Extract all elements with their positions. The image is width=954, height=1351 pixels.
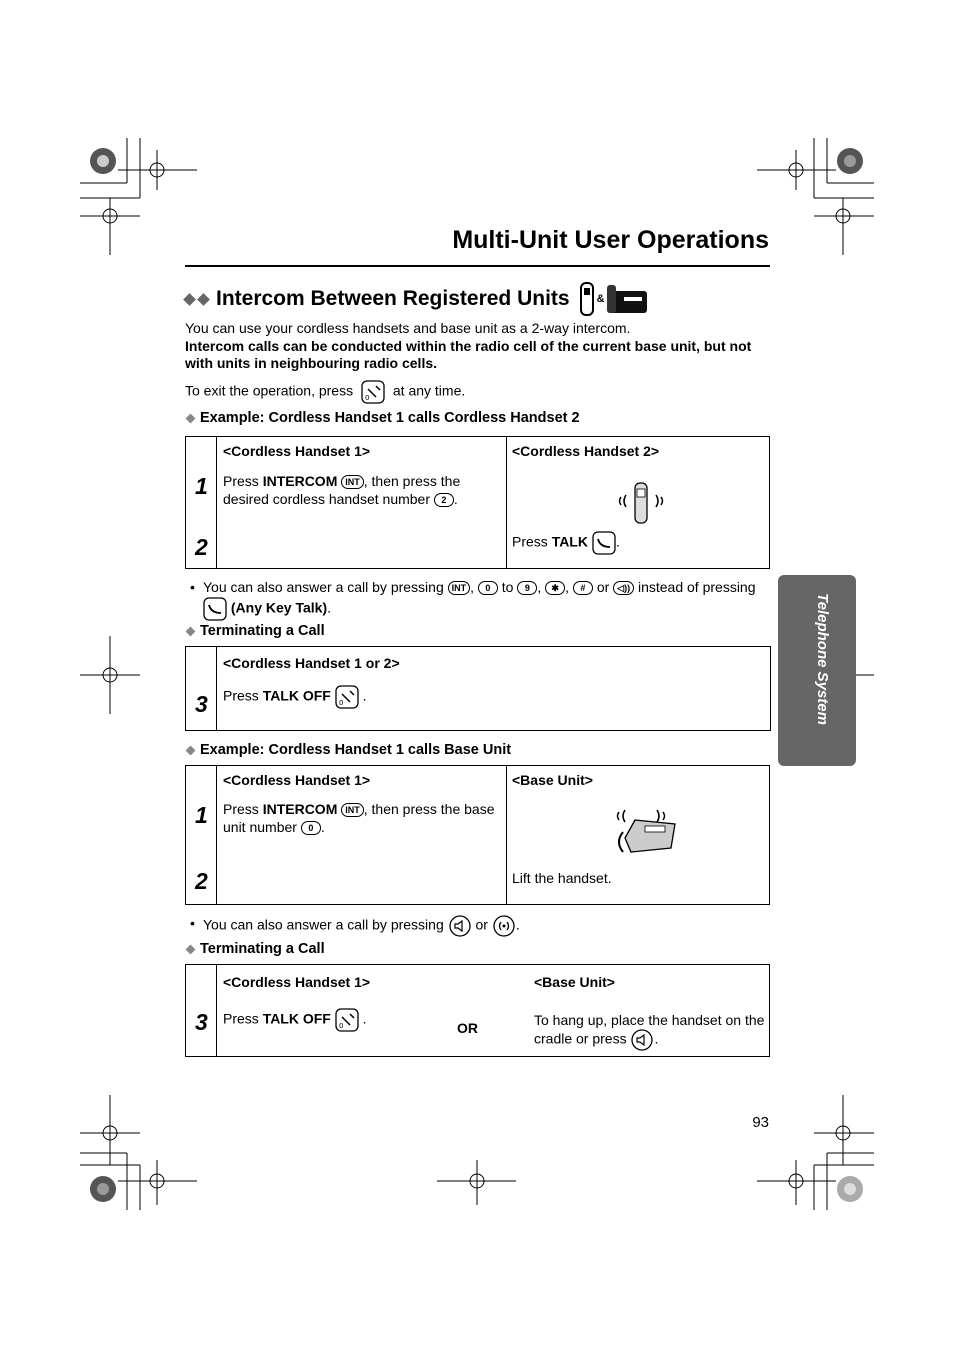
section-title-row <box>185 282 648 316</box>
diamond-icon <box>186 745 196 755</box>
int-key-icon: INT <box>448 581 471 595</box>
star-key-icon: ✱ <box>545 581 565 595</box>
note-text: or <box>475 916 488 933</box>
talk-off-key-label: TALK OFF <box>262 687 331 704</box>
intro-line: You can use your cordless handsets and base unit as a 2-way intercom. <box>185 320 631 336</box>
speakerphone-icon <box>448 915 472 937</box>
example2-heading-row <box>185 742 511 758</box>
ringing-base-unit-icon <box>611 804 681 860</box>
base-unit-cell <box>507 766 770 905</box>
cell-instruction: Press INTERCOM INT , then press the desired cordless handset number 2 . <box>223 473 461 507</box>
terminate2-heading-row <box>185 941 325 957</box>
press-word: Press <box>223 801 259 817</box>
note-text: or <box>596 579 610 595</box>
exit-post: at any time. <box>392 382 466 399</box>
page-title: Multi-Unit User Operations <box>452 226 769 254</box>
any-key-talk-label: (Any Key Talk) <box>230 599 328 616</box>
example1-heading-row <box>185 410 580 426</box>
any-key-talk-note: • You can also answer a call by pressing INT , 0 to 9 , ✱ , # or ◁)) instead of pressing (Any Key Talk). <box>190 579 770 621</box>
cell-heading: <Cordless Handset 1 or 2> <box>223 655 400 671</box>
ampersand: & <box>596 293 605 305</box>
step-number: 1 <box>195 802 208 828</box>
title-rule <box>185 265 770 267</box>
key-0-icon: 0 <box>478 581 498 595</box>
talk-off-icon <box>335 1008 359 1032</box>
intercom-key-label: INTERCOM <box>262 801 338 817</box>
note-text: instead of pressing <box>637 579 756 595</box>
terminate2-cell <box>217 965 770 1057</box>
step-number: 3 <box>195 1009 208 1035</box>
int-key-icon: INT <box>341 803 364 817</box>
intro-bold-note: Intercom calls can be conducted within the radio cell of the current base unit, but not with units in neighbouring radio cells. <box>185 337 752 371</box>
press-word: Press <box>223 1010 259 1027</box>
intercom-button-icon <box>492 915 516 937</box>
base-unit-icon <box>606 283 648 315</box>
instruction-rest: , then press the desired cordless handset number <box>223 473 461 507</box>
step-number-cell <box>186 766 217 905</box>
step-number: 1 <box>195 473 208 499</box>
note-text: You can also answer a call by pressing <box>203 916 444 933</box>
ringing-handset-icon <box>613 481 669 525</box>
press-word: Press <box>223 687 259 704</box>
terminate1-table <box>185 646 771 731</box>
key-0-icon: 0 <box>301 821 321 835</box>
exit-pre: To exit the operation, press <box>185 382 354 399</box>
handset2-cell <box>507 437 770 569</box>
hash-key-icon: # <box>573 581 593 595</box>
example1-heading: Example: Cordless Handset 1 calls Cordless Handset 2 <box>200 410 580 426</box>
cell-heading: <Cordless Handset 1> <box>223 974 371 990</box>
example2-heading: Example: Cordless Handset 1 calls Base Unit <box>200 742 512 758</box>
handset1-cell <box>217 437 507 569</box>
cell-heading: <Cordless Handset 1> <box>223 772 371 788</box>
exit-line <box>185 380 465 404</box>
cell-instruction: To hang up, place the handset on the cradle or press . <box>534 1011 794 1051</box>
side-tab <box>778 575 856 766</box>
press-word: Press <box>223 473 259 489</box>
page-number: 93 <box>752 1114 769 1131</box>
press-word: Press <box>512 533 548 550</box>
talk-off-icon <box>335 685 359 709</box>
talk-off-key-label: TALK OFF <box>262 1010 331 1027</box>
cell-instruction: Press TALK OFF 0 . <box>223 685 764 709</box>
cell-instruction: Press INTERCOM INT , then press the base unit number 0 . <box>223 801 495 835</box>
diamond-icon <box>186 626 196 636</box>
step-number-cell <box>186 647 217 731</box>
step-number-cell <box>186 965 217 1057</box>
talk-key-label: TALK <box>551 533 588 550</box>
example1-table <box>185 436 770 569</box>
cell-instruction: Lift the handset. <box>512 870 612 886</box>
speaker-key-icon: ◁)) <box>613 581 634 595</box>
terminate2-table <box>185 964 770 1057</box>
cell-heading: <Cordless Handset 1> <box>223 443 371 459</box>
note-text: You can also answer a call by pressing <box>203 579 444 595</box>
svg-text:0: 0 <box>338 1022 344 1030</box>
cell-instruction: Press TALK . <box>512 531 620 555</box>
key-2-icon: 2 <box>434 493 454 507</box>
terminate1-cell <box>217 647 771 731</box>
speakerphone-icon <box>630 1029 654 1051</box>
diamond-icon <box>197 293 210 306</box>
diamond-icon <box>183 293 196 306</box>
section-title: Intercom Between Registered Units <box>216 287 570 310</box>
diamond-icon <box>186 413 196 423</box>
talk-icon <box>203 597 227 621</box>
hangup-text: To hang up, place the handset on the cradle or press <box>534 1012 765 1047</box>
intro-text <box>185 320 770 373</box>
step-number: 3 <box>195 691 208 717</box>
step-number: 2 <box>195 534 208 560</box>
svg-text:0: 0 <box>365 394 370 402</box>
key-9-icon: 9 <box>517 581 537 595</box>
cell-heading: <Base Unit> <box>512 772 593 788</box>
or-label: OR <box>457 1020 478 1036</box>
step-number: 2 <box>195 868 208 894</box>
step-number-cell <box>186 437 217 569</box>
handset-icon <box>578 282 596 316</box>
side-tab-label: Telephone System <box>814 593 831 725</box>
int-key-icon: INT <box>341 475 364 489</box>
svg-text:0: 0 <box>338 699 344 707</box>
talk-icon <box>592 531 616 555</box>
note-text: to <box>501 579 514 595</box>
diamond-icon <box>186 944 196 954</box>
handset1-cell <box>217 766 507 905</box>
terminate1-heading: Terminating a Call <box>200 623 325 639</box>
cell-heading: <Cordless Handset 2> <box>512 443 660 459</box>
intercom-key-label: INTERCOM <box>262 473 338 489</box>
terminate2-heading: Terminating a Call <box>200 941 325 957</box>
example2-table <box>185 765 770 905</box>
cell-instruction: Press TALK OFF 0 . <box>223 1008 367 1032</box>
instruction-rest: , then press the base unit number <box>223 801 495 835</box>
base-answer-note: • You can also answer a call by pressing or . <box>190 915 770 937</box>
terminate1-heading-row <box>185 623 325 639</box>
cell-heading: <Base Unit> <box>534 974 615 990</box>
talk-off-icon <box>361 380 385 404</box>
